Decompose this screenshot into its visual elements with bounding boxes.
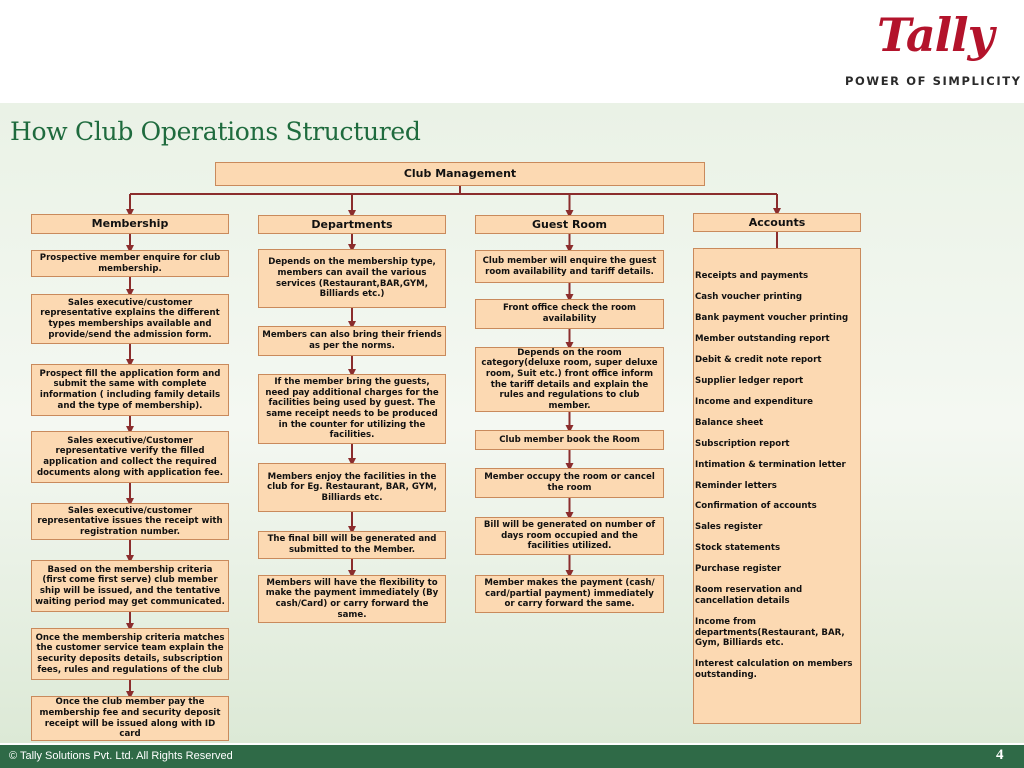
step-box: Club member book the Room: [475, 430, 664, 450]
column-header-departments: Departments: [258, 215, 446, 234]
column-header-guest-room: Guest Room: [475, 215, 664, 234]
report-item: Confirmation of accounts: [695, 501, 817, 512]
column-header-accounts: Accounts: [693, 213, 861, 232]
step-box: Based on the membership criteria (first come first serve) club member ship will be issued, and the tentative waiting period may get communicated.: [31, 560, 229, 612]
report-item: Interest calculation on members outstanding.: [695, 659, 853, 680]
step-box: Sales executive/customer representative issues the receipt with registration number.: [31, 503, 229, 540]
report-item: Subscription report: [695, 438, 790, 449]
report-item: Purchase register: [695, 564, 782, 575]
report-item: Stock statements: [695, 543, 781, 554]
step-box: Depends on the membership type, members can avail the various services (Restaurant,BAR,GYM, Billiards etc.): [258, 249, 446, 308]
page-number: 4: [996, 747, 1004, 763]
step-box: Sales executive/customer representative explains the different types memberships available and provide/send the admission form.: [31, 294, 229, 344]
accounts-report-list: [694, 249, 860, 680]
page-title: How Club Operations Structured: [10, 117, 421, 146]
step-box: Members can also bring their friends as per the norms.: [258, 326, 446, 356]
report-item: Cash voucher printing: [695, 291, 803, 302]
step-box: Member makes the payment (cash/ card/partial payment) immediately or carry forward the same.: [475, 575, 664, 613]
step-box: Prospect fill the application form and submit the same with complete information ( including family details and the type of membership).: [31, 364, 229, 416]
step-box: Sales executive/Customer representative verify the filled application and collect the required documents along with application fee.: [31, 431, 229, 483]
step-box: Members enjoy the facilities in the club for Eg. Restaurant, BAR, GYM, Billiards etc.: [258, 463, 446, 512]
report-item: Receipts and payments: [695, 271, 809, 281]
column-header-membership: Membership: [31, 214, 229, 234]
report-item: Sales register: [695, 522, 763, 533]
logo-tagline: POWER OF SIMPLICITY: [845, 74, 1022, 88]
report-item: Debit & credit note report: [695, 354, 822, 365]
step-box: Front office check the room availability: [475, 299, 664, 329]
step-box: Club member will enquire the guest room availability and tariff details.: [475, 250, 664, 283]
copyright: © Tally Solutions Pvt. Ltd. All Rights Reserved: [9, 750, 233, 762]
report-item: Income and expenditure: [695, 396, 814, 407]
report-item: Member outstanding report: [695, 333, 830, 344]
step-box: Once the club member pay the membership fee and security deposit receipt will be issued along with ID card: [31, 696, 229, 741]
step-box: Bill will be generated on number of days room occupied and the facilities utilized.: [475, 517, 664, 555]
step-box: Members will have the flexibility to make the payment immediately (By cash/Card) or carry forward the same.: [258, 575, 446, 623]
step-box: The final bill will be generated and submitted to the Member.: [258, 531, 446, 559]
footer: [0, 745, 1024, 768]
report-item: Supplier ledger report: [695, 375, 804, 386]
accounts-report-box: [693, 248, 861, 724]
report-item: Bank payment voucher printing: [695, 312, 849, 323]
logo-wordmark: Tally: [877, 8, 994, 62]
step-box: Depends on the room category(deluxe room, super deluxe room, Suit etc.) front office inform the tariff details and explain the rules and regulations to club member.: [475, 347, 664, 412]
report-item: Balance sheet: [695, 417, 764, 428]
step-box: Once the membership criteria matches the customer service team explain the security deposits details, subscription fees, rules and regulations of the club: [31, 628, 229, 680]
step-box: Member occupy the room or cancel the room: [475, 468, 664, 498]
root-box-club-management: Club Management: [215, 162, 705, 186]
step-box: Prospective member enquire for club membership.: [31, 250, 229, 277]
step-box: If the member bring the guests, need pay additional charges for the facilities being used by guest. The same receipt needs to be produced in the counter for utilizing the facilities.: [258, 374, 446, 444]
report-item: Room reservation and cancellation details: [695, 585, 803, 606]
report-item: Reminder letters: [695, 480, 777, 491]
report-item: Intimation & termination letter: [695, 459, 846, 470]
report-item: Income from departments(Restaurant, BAR, Gym, Billiards etc.: [695, 616, 845, 649]
